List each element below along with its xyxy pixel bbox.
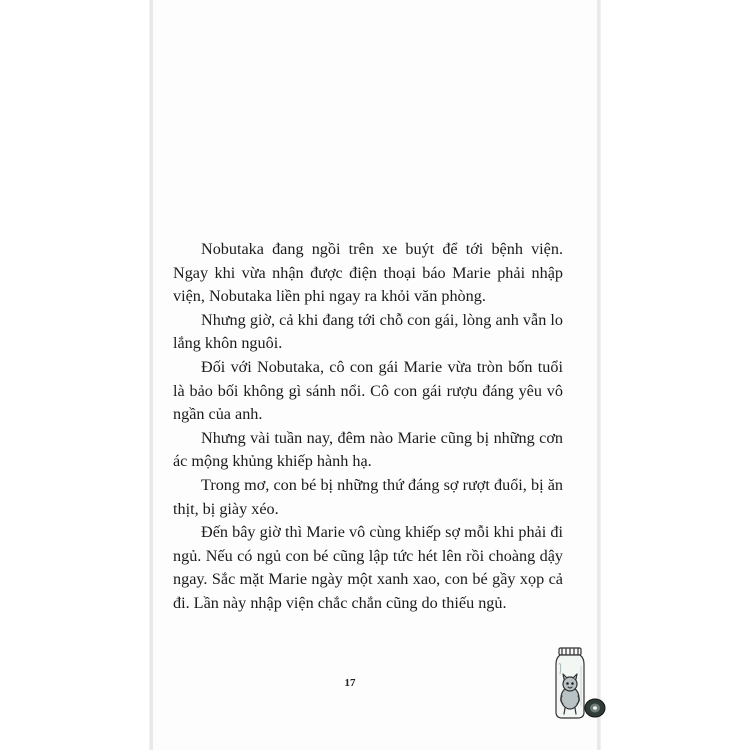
paragraph-3: Đối với Nobutaka, cô con gái Marie vừa tròn bốn tuổi là bảo bối không gì sánh nổi. Cô con gái rượu đáng yêu vô ngần của anh. xyxy=(173,357,563,424)
paragraph-2: Nhưng giờ, cả khi đang tới chỗ con gái, lòng anh vẫn lo lắng khôn nguôi. xyxy=(173,310,563,353)
paragraph-6: Đến bây giờ thì Marie vô cùng khiếp sợ mỗi khi phải đi ngủ. Nếu có ngủ con bé cũng lập tức hét lên rồi choàng dậy ngay. Sắc mặt Marie ngày một xanh xao, con bé gầy xọp cả đi. Lần này nhập viện chắc chắn cũng do thiếu ngủ. xyxy=(173,523,563,612)
jar-with-creature-icon xyxy=(548,646,608,722)
page-left-edge xyxy=(150,0,153,750)
jar-illustration-svg xyxy=(548,646,608,722)
paragraph-5: Trong mơ, con bé bị những thứ đáng sợ rượt đuổi, bị ăn thịt, bị giày xéo. xyxy=(173,475,563,518)
coin-icon xyxy=(585,699,605,717)
page-number: 17 xyxy=(344,677,356,689)
body-text xyxy=(173,238,563,616)
page-right-edge xyxy=(597,0,600,750)
paragraph-1: Nobutaka đang ngồi trên xe buýt để tới bệnh viện. Ngay khi vừa nhận được điện thoại báo Marie phải nhập viện, Nobutaka liền phi ngay ra khỏi văn phòng. xyxy=(173,240,563,306)
paragraph-4: Nhưng vài tuần nay, đêm nào Marie cũng bị những cơn ác mộng khủng khiếp hành hạ. xyxy=(173,428,563,471)
